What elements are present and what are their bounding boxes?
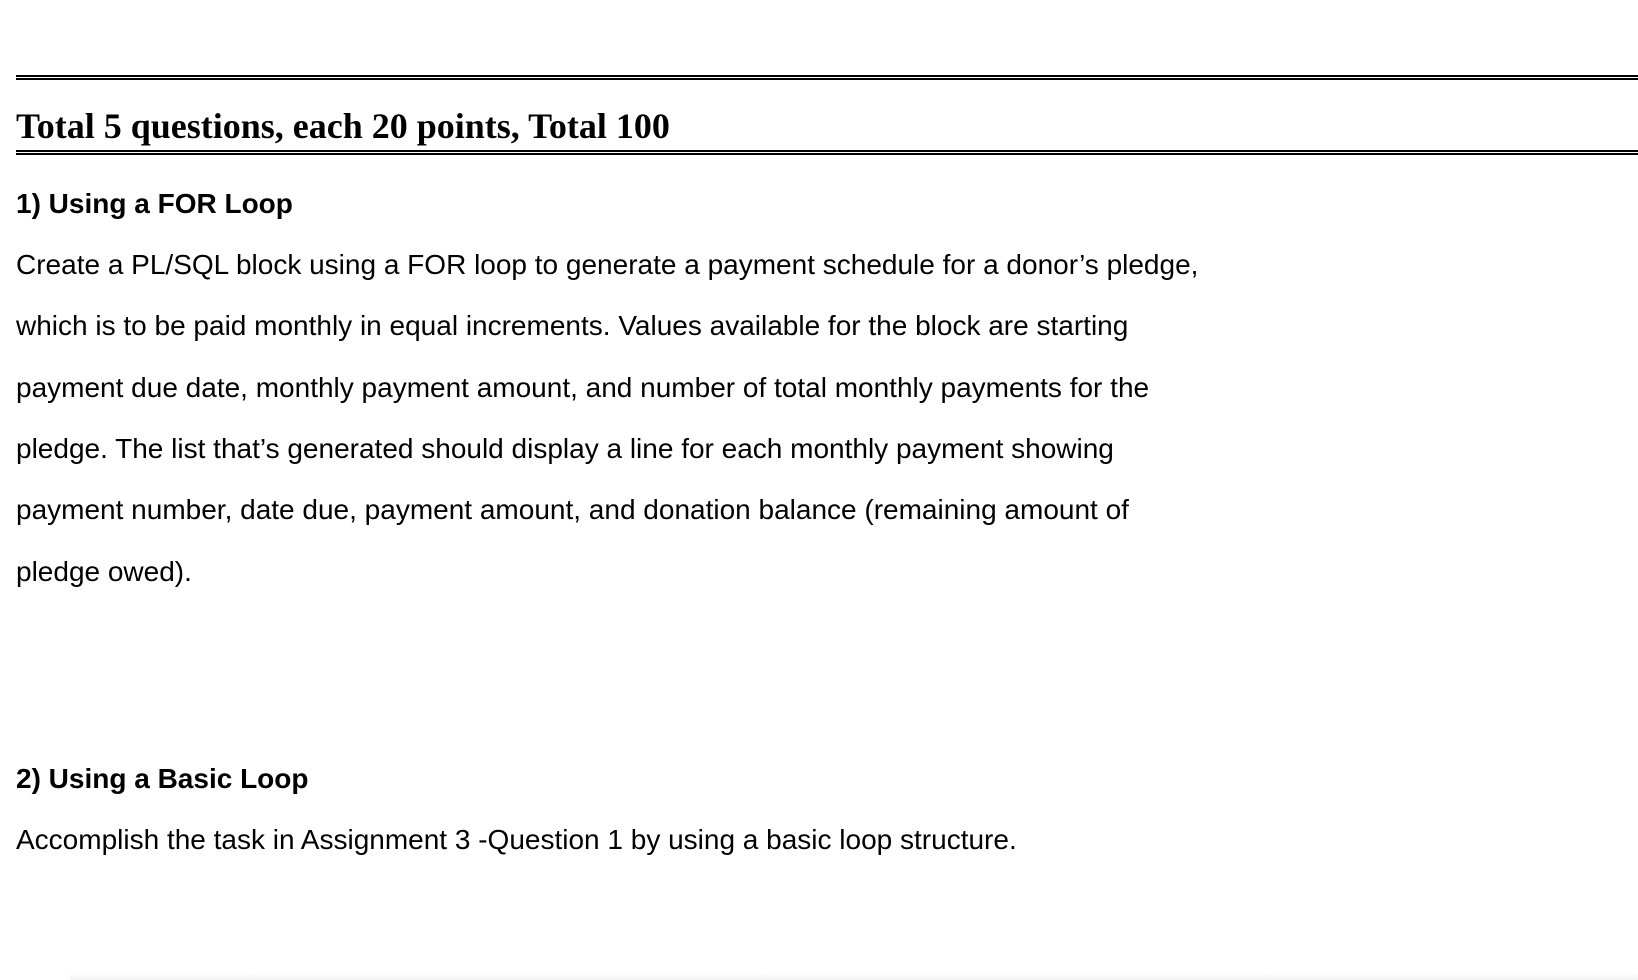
- question-2-heading: 2) Using a Basic Loop: [16, 763, 309, 794]
- question-1-text-line: which is to be paid monthly in equal increments. Values available for the block are starting: [16, 310, 1129, 341]
- question-1-text-line: pledge. The list that’s generated should display a line for each monthly payment showing: [16, 433, 1114, 464]
- question-1-text-line: payment due date, monthly payment amount, and number of total monthly payments for the: [16, 372, 1150, 403]
- question-1-text-line: payment number, date due, payment amount, and donation balance (remaining amount of: [16, 494, 1129, 525]
- document-title: Total 5 questions, each 20 points, Total 100: [16, 106, 670, 146]
- top-double-rule: [16, 75, 1638, 80]
- question-1-heading: 1) Using a FOR Loop: [16, 188, 293, 219]
- page-bottom-shadow: [70, 972, 1638, 980]
- title-double-rule: [16, 150, 1638, 155]
- question-2-text-line: Accomplish the task in Assignment 3 -Question 1 by using a basic loop structure.: [16, 824, 1017, 855]
- question-1-text-line: pledge owed).: [16, 556, 192, 587]
- question-1-text-line: Create a PL/SQL block using a FOR loop to generate a payment schedule for a donor’s pledge,: [16, 249, 1199, 280]
